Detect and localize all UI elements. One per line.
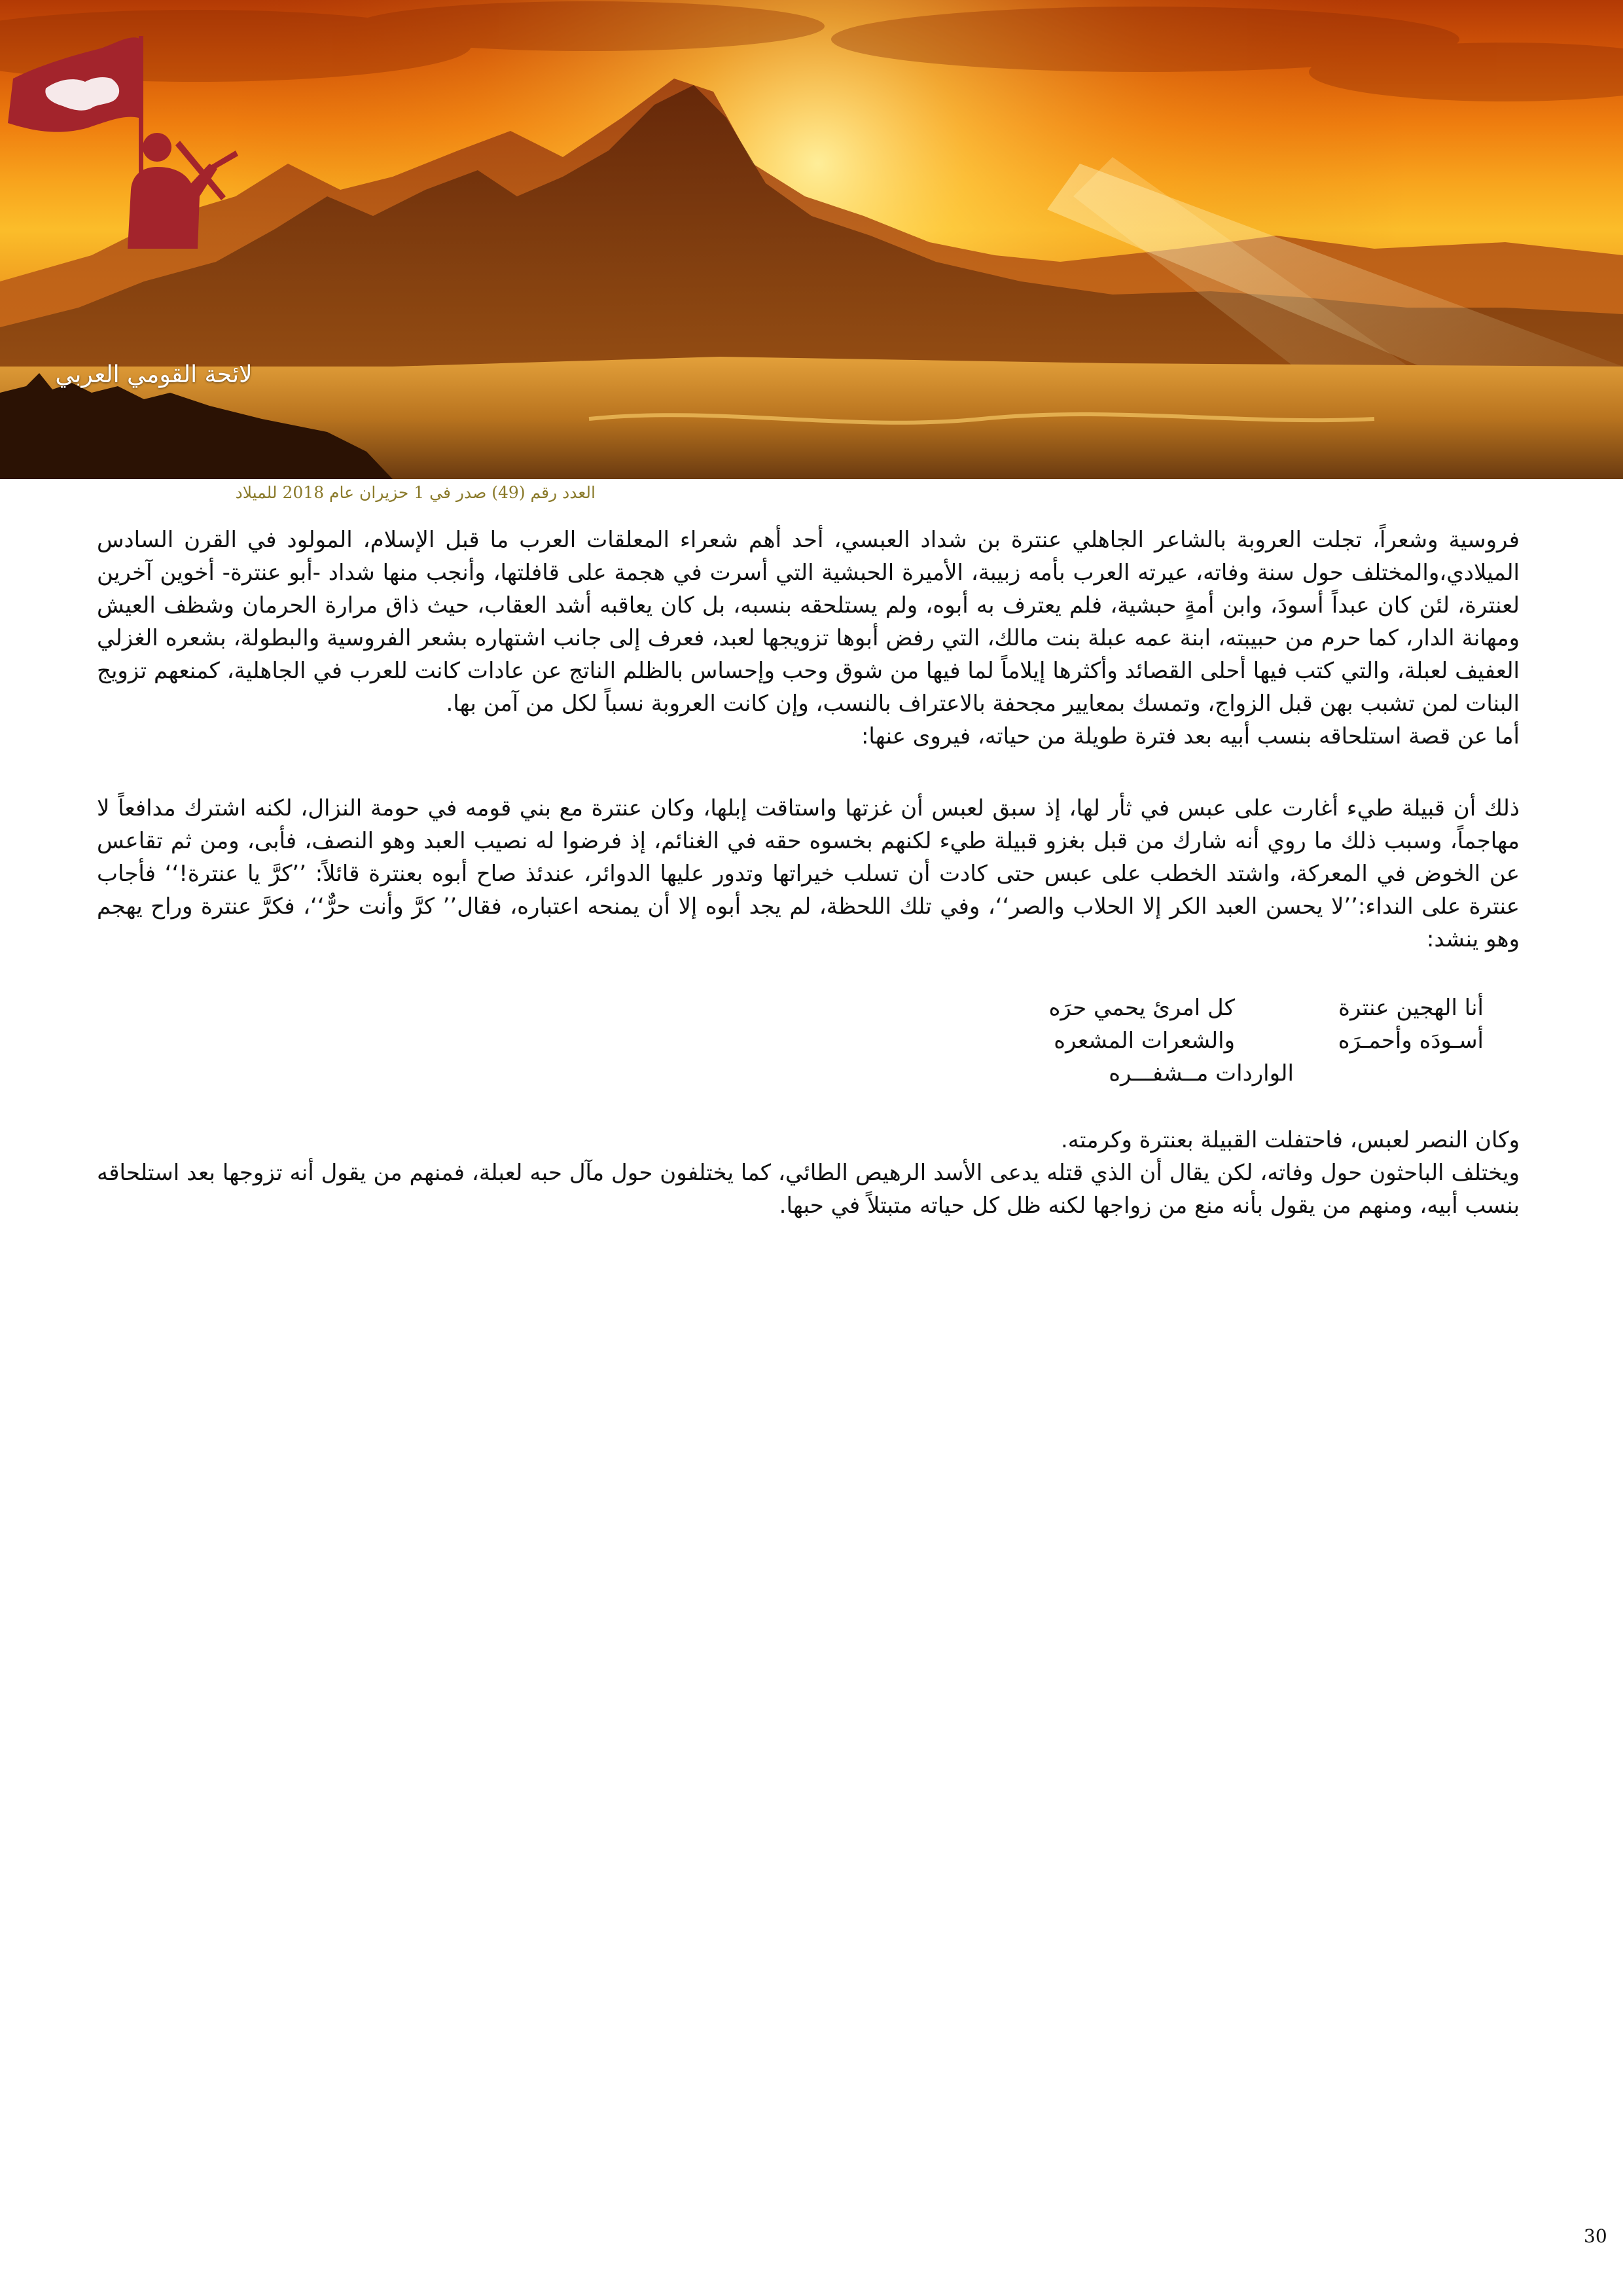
paragraph: وكان النصر لعبس، فاحتفلت القبيلة بعنترة وكرمته. xyxy=(1060,1127,1520,1153)
paragraph: ذلك أن قبيلة طيء أغارت على عبس في ثأر لها، إذ سبق لعبس أن غزتها واستاقت إبلها، وكان عنترة مع بني قومه في حومة النزال، لكنه اشترك مدافعاً لا مهاجماً، وسبب ذلك ما روي أنه شارك من قبل بغزو قبيلة طيء لكنهم بخسوه حقه في الغنائم، إذ فرضوا له نصيب العبد وهو النصف، فأبى، ومن ثم تقاعس عن الخوض في المعركة، واشتد الخطب على عبس حتى كادت أن تسلب خيراتها وتدور عليها الدوائر، عندئذ صاح أبوه بعنترة قائلاً: ’’كرَّ يا عنترة!‘‘ فأجاب عنترة على النداء:’’لا يحسن العبد الكر إلا الحلاب والصر‘‘، وفي تلك اللحظة، لم يجد أبوه إلا أن يمنحه اعتباره، فقال’’ كرَّ وأنت حرٌّ‘‘، فكرَّ عنترة وراح يهجم وهو ينشد: xyxy=(97,795,1520,952)
poem xyxy=(666,992,1520,1090)
issue-info: العدد رقم (49) صدر في 1 حزيران عام 2018 للميلاد xyxy=(235,483,596,502)
poem-hemistich: أسـودَه وأحمـرَه xyxy=(1338,1028,1484,1054)
paragraph: ويختلف الباحثون حول وفاته، لكن يقال أن الذي قتله يدعى الأسد الرهيص الطائي، كما يختلفون حول مآل حبه لعبلة، فمنهم من يقول أنه تزوجها بعد استلحاقه بنسب أبيه، ومنهم من يقول بأنه منع من زواجها لكنه ظل كل حياته متبتلاً في حبها. xyxy=(97,1160,1520,1219)
logo-icon xyxy=(0,0,275,259)
poem-hemistich: والشعرات المشعره xyxy=(1054,1028,1235,1054)
paragraph: أما عن قصة استلحاقه بنسب أبيه بعد فترة طويلة من حياته، فيروى عنها: xyxy=(861,723,1520,749)
poem-hemistich: الواردات مــشفـــره xyxy=(1109,1060,1294,1086)
article-body xyxy=(97,524,1520,1222)
logo-caption: لائحة القومي العربي xyxy=(55,361,253,388)
paragraph: فروسية وشعراً، تجلت العروبة بالشاعر الجاهلي عنترة بن شداد العبسي، أحد أهم شعراء المعلقات العرب ما قبل الإسلام، المولود في القرن السادس الميلادي،والمختلف حول سنة وفاته، عيرته العرب بأمه زبيبة، الأميرة الحبشية التي أسرت في هجمة على قافلتها، وأنجب منها شداد -أبو عنترة- أخوين آخرين لعنترة، لئن كان عبداً أسودَ، وابن أمةٍ حبشية، فلم يعترف به أبوه، ولم يستلحقه بنسبه، بل كان يعاقبه أشد العقاب، حيث ذاق مرارة الحرمان وشظف العيش ومهانة الدار، كما حرم من حبيبته، ابنة عمه عبلة بنت مالك، التي رفض أبوها تزويجها لعبد، فعرف إلى جانب اشتهاره بشعر الفروسية والبطولة، بشعره الغزلي العفيف لعبلة، والتي كتب فيها أحلى القصائد وأكثرها إيلاماً لما فيها من شوق وحب وإحساس بالظلم الناتج عن عادات كانت للعرب في الجاهلية، كمنعهم تزويج البنات لمن تشبب بهن قبل الزواج، وتمسك بمعايير مجحفة بالاعتراف بالنسب، وإن كانت العروبة نسباً لكل من آمن بها. xyxy=(97,527,1520,717)
poem-verse xyxy=(666,992,1484,1024)
page-number: 30 xyxy=(1584,2225,1607,2247)
poem-verse xyxy=(666,1024,1484,1057)
poem-verse xyxy=(666,1057,1484,1090)
poem-hemistich: كل امرئ يحمي حرَه xyxy=(1048,995,1235,1021)
poem-hemistich: أنا الهجين عنترة xyxy=(1338,995,1484,1021)
header-banner xyxy=(0,0,1623,479)
